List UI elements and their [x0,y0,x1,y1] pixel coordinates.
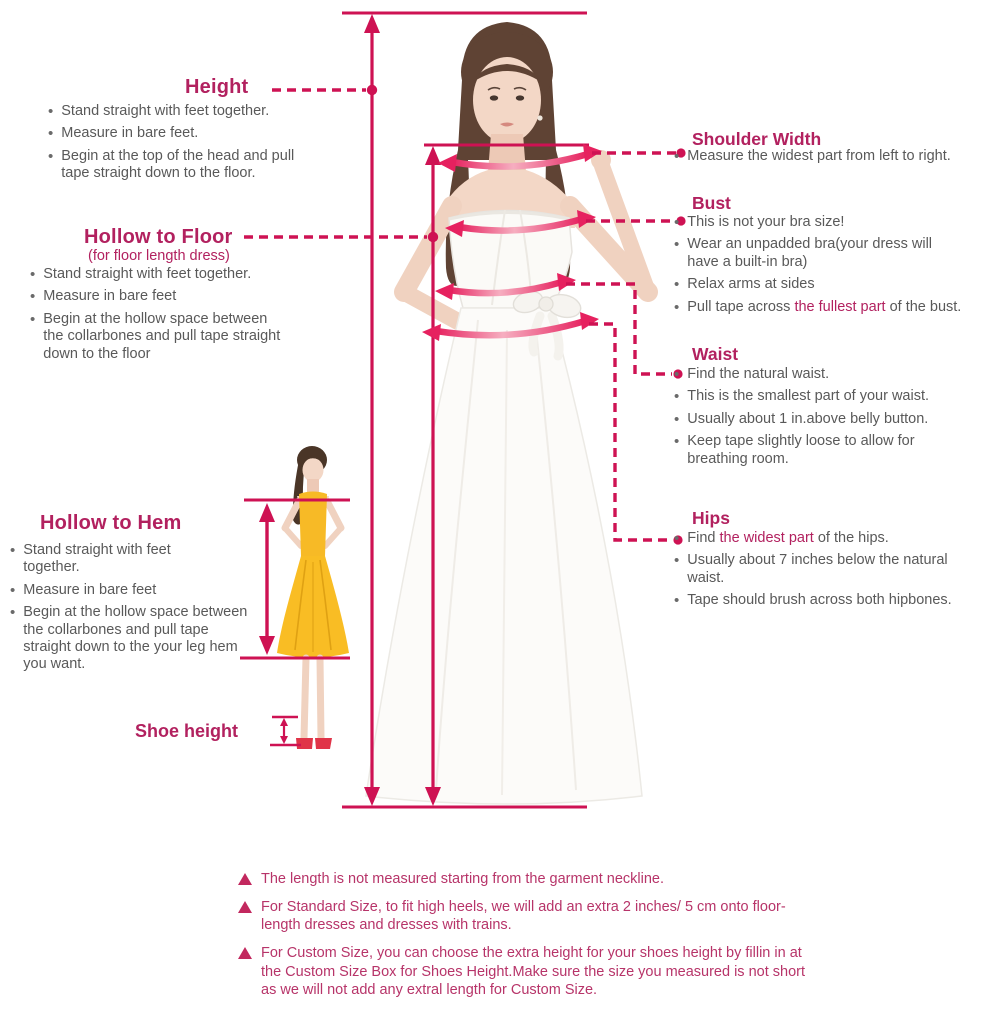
shoulder-width-title: Shoulder Width [692,129,822,149]
main-model-illustration [366,22,648,804]
waist-tip: • Usually about 1 in.above belly button. [674,411,994,428]
measurement-notes [238,870,817,1009]
hips-tip: • Find the widest part of the hips. [674,530,994,547]
bust-tip: • Wear an unpadded bra(your dress will have a built-in bra) [674,236,994,271]
bust-tip: • Pull tape across the fullest part of the bust. [674,299,994,316]
hollow-to-hem-tip: • Begin at the hollow space between the collarbones and pull tape straight down to the your leg hem you want. [10,604,260,674]
hollow-to-floor-tips [30,266,300,368]
hollow-to-hem-title: Hollow to Hem [40,512,182,534]
hips-title: Hips [692,508,730,528]
height-title: Height [185,76,249,98]
warning-triangle-icon [238,873,252,885]
hollow-to-floor-tip: • Measure in bare feet [30,288,300,305]
small-model-illustration [277,446,349,749]
note-row [238,944,817,998]
height-tip: • Stand straight with feet together. [48,103,328,120]
hollow-to-hem-tip: • Measure in bare feet [10,582,260,599]
hollow-to-floor-tip: • Stand straight with feet together. [30,266,300,283]
waist-title: Waist [692,344,739,364]
warning-triangle-icon [238,947,252,959]
hips-tip: • Tape should brush across both hipbones. [674,592,994,609]
waist-tip: • This is the smallest part of your waist. [674,388,994,405]
shoulder-width-tip: • Measure the widest part from left to right. [674,148,994,165]
height-tip: • Begin at the top of the head and pull tape straight down to the floor. [48,148,328,183]
height-tip: • Measure in bare feet. [48,125,328,142]
height-tips [48,103,328,188]
bust-tips [674,214,994,321]
hollow-to-floor-tip: • Begin at the hollow space between the collarbones and pull tape straight down to the floor [30,311,300,363]
shoulder-width-tips [674,148,994,170]
bust-connector-dashed [586,216,686,225]
waist-tip: • Find the natural waist. [674,366,994,383]
waist-tips [674,366,994,473]
note-row [238,870,817,888]
height-measure-line [364,14,380,806]
hips-tips [674,530,994,615]
hollow-to-hem-tips [10,542,260,679]
warning-triangle-icon [238,901,252,913]
bust-title: Bust [692,193,731,213]
hollow-to-hem-tip: • Stand straight with feet together. [10,542,260,577]
note-text: For Standard Size, to fit high heels, we will add an extra 2 inches/ 5 cm onto floor-length dresses and dresses with trains. [261,899,786,934]
hips-tip: • Usually about 7 inches below the natural waist. [674,552,994,587]
hollow-to-floor-title: Hollow to Floor [84,226,233,248]
note-text: For Custom Size, you can choose the extra height for your shoes height by fillin in at the Custom Size Box for Shoes Height.Make sure the size you measured is not short as we will not add any extral length for Custom Size. [261,945,806,998]
waist-connector-dashed [566,284,683,379]
note-text: The length is not measured starting from the garment neckline. [261,871,664,887]
note-row [238,898,817,934]
bust-tip: • This is not your bra size! [674,214,994,231]
shoe-height-title: Shoe height [135,721,238,741]
hollow-to-floor-subtitle: (for floor length dress) [88,248,230,264]
waist-tip: • Keep tape slightly loose to allow for breathing room. [674,433,994,468]
bust-tip: • Relax arms at sides [674,276,994,293]
